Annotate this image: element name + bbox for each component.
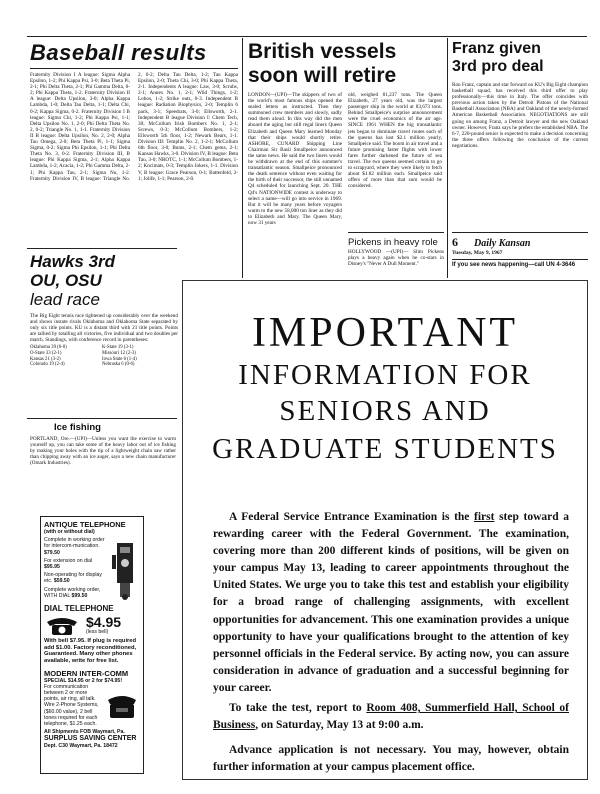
paper-name: Daily Kansan	[474, 238, 531, 249]
ad-title-line-4: GRADUATE STUDENTS	[212, 433, 558, 465]
british-column-1: LONDON—(UPI)—The skippers of two of the world's most famous ships opened the sealed letters as instructed. Then they summoned crew members and slowly, sadly read them aloud. In this way did the men aboard the aging but still regal liners Queen Elizabeth and Queen Mary learned Monday that their ships would shortly retire. ASHORE, CUNARD Shipping Line Chairman Sir Basil Smallpeice announced the same news. He said the two liners would be withdrawn at the end of this summer's transatlantic season. Smallpeice pronounced the death sentence without even waiting for the birth of their successor, the still unnamed Q4 scheduled for launching Sept. 20. THE Q4's NATIONWIDE contest is underway to select a name—will go into service in 1969. But it will be many years before voyagers warm to the new 58,000 ton liner as they did to Elizabeth and Mary. The Queen Mary, now 31 years	[248, 92, 342, 226]
standings-cell: O-State 33 (2-1)	[30, 351, 62, 357]
antique-title: ANTIQUE TELEPHONE	[44, 520, 126, 529]
baseball-rule	[30, 68, 238, 69]
hawks-story	[30, 252, 178, 404]
surplus-ad	[40, 516, 144, 774]
ice-story	[30, 421, 176, 513]
british-column-2: old, weighed 81,237 tons. The Queen Elizabeth, 27 years old, was the largest passenger ship in the world at 83,673 tons. Behind Smallpeice's surprise announcement were the cruel economics of the air age. SINCE 1961 WHEN the big transatlantic jets began to dominate travel routes each of the queens has lost $2.1 million yearly, Smallpeice said. The boom in air travel and a future promising faster flights with lower fares further darkened the future of sea travel. The two queens seemed certain to go to scrapyard, where they were likely to fetch about $1.82 million each. Smallpeice said offers of more than that sum would be considered.	[348, 92, 442, 190]
ad-title-important: IMPORTANT	[251, 310, 519, 356]
ad-paragraph-3: Advance application is not necessary. You may, however, obtain further information at your campus placement office.	[213, 744, 569, 774]
standings-cell: K-State 19 (3-1)	[102, 345, 134, 351]
ad-p1-rest: step toward a rewarding career with the Federal Government. The examination, covering more than 200 different kinds of positions, will be given on your campus May 13, leading to career appointments throughout the United States. We urge you to take this test and establish your eligibility for a broad range of challenging assignments, with excellent opportunities for advancement. This one examination provides a unique opportunity to have your qualifications brought to the attention of key personnel officials in the Federal service. By acting now, you can assure consideration in advance of graduation and a successful beginning for your career.	[213, 511, 569, 694]
british-headline-2: soon will retire	[248, 64, 397, 87]
franz-story	[452, 40, 588, 230]
antique-line-text: Complete working order, WITH DIAL	[44, 586, 101, 599]
ad-p2-rest: , on Saturday, May 13 at 9:00 a.m.	[255, 719, 424, 732]
ad-p1-start: A Federal Service Entrance Examination is the	[229, 511, 475, 523]
antique-line	[44, 587, 106, 599]
antique-line-price: $59.50	[53, 578, 70, 585]
issue-date: Tuesday, May 9, 1967	[452, 250, 503, 256]
surplus-line-1: All Shipments FOB Waymart, Pa.	[44, 729, 125, 736]
dial-title: DIAL TELEPHONE	[44, 604, 114, 614]
ad-p2-start: To take the test, report to	[229, 702, 367, 715]
antique-sub: (with or without dial)	[44, 529, 95, 535]
standings-cell: Nebraska 6 (0-6)	[102, 362, 135, 368]
ad-p1-first: first	[474, 511, 495, 523]
ice-text: PORTLAND, Ore.—(UPI)—Unless you want the exercise to warm yourself up, you can take some of the heavy labor out of ice fishing by making your holes with the tip of a lightweight chain saw rather than chipping away with an ice auger, says a new chain manufacturer (Omark Industries).	[30, 436, 176, 467]
ad-paragraph-1	[213, 509, 569, 697]
intercom-special: SPECIAL $14.95 or 2 for $74.95!	[44, 677, 123, 684]
antique-line-text: Non-operating for display etc.	[44, 572, 102, 585]
federal-exam-ad	[182, 280, 588, 780]
masthead-rule-bottom	[452, 259, 588, 260]
standings-cell: Oklahoma 39 (6-0)	[30, 345, 67, 351]
dial-price: $4.95	[86, 614, 122, 631]
intercom-phone-icon	[104, 692, 140, 722]
antique-line-price: $95.95	[44, 564, 60, 571]
ad-title-line-2: INFORMATION FOR	[238, 359, 532, 391]
dial-text: With bell $7.95. If plug is required add $1.00. Factory reconditioned, Guaranteed. Many other phones available, write for free list.	[44, 638, 137, 664]
british-headline-1: British vessels	[248, 40, 397, 63]
antique-line-price: $79.50	[44, 549, 60, 556]
standings-cell: Kansas 21 (3-2)	[30, 356, 61, 362]
ad-body	[213, 509, 569, 779]
baseball-text: Fraternity Division I A league: Sigma Alpha Epsilon, 1-2; Phi Kappa Psi, 3-0; Beta Theta Pi, 2-1; Phi Delta Theta, 2-1; Phi Gamma Delta, 0-2; Phi Kappa Theta, 1-2. Fraternity Division II A league: Delta Upsilon, 3-0; Alpha Kappa Lambda, 1-0; Delta Tau Delta, 1-1; Delta Chi, 0-2; Kappa Sigma, 0-2. Fraternity Division I B league: Sigma Chi, 1-2; Phi Kappa Psi, 1-1; Delta Upsilon No. 1, 2-0; Phi Delta Theta No. 2, 0-2; Triangle No. 1, 1-1. Fraternity Division II B league: Delta Upsilon, No. 2, 2-0; Alpha Tau Omega, 2-0; Beta Theta Pi, 1-1; Sigma Sigma, 0-2; Sigma Phi Epsilon, 1-1; Phi Delta Theta No. 3, 0-2. Fraternity Division III, B league: Phi Kappa Sigma, 2-1; Alpha Kappa Lambda, 1-2; Acacia, 1-2; Phi Gamma Delta, 2-1; Phi Kappa Tau, 2-1; Sigma Nu, 1-2. Fraternity Division IV, B league: Triangle No. 2, 0-2; Delta Tau Delta, 1-2; Tau Kappa Epsilon, 2-0; Theta Chi, 3-0; Phi Kappa Theta, 2-1. Independents A league: Law, 3-0; Scrubs, 2-1; Annex No. 1, 2-1; Wild Things, 1-2; Lobos, 1-2; Strike outs, 0-3. Independent B league: Radiation Biophysics, 2-0; Templin 6 pack, 3-1; Speedrats, 3-0; Ellsworth, 2-1. Independent B league Division I: Chem Tech, 30; McCollum Irish Bombers No. 1, 2-1; Screws, 0-3; McCollum Bombers, 1-2; Ellsworth 5th floor, 1-2; Newark Bears, 1-1. Division III: Templin No. 2, 1-2-1; McCollum 6th floor, 3-0; Bums, 2-1; Chem gems, 2-1; Kansas Hawks, 3-0. Division IV, B league: Beta Tau, 3-0; NROTC, 1-1; McCollum Bombers, 1-2; Kncimats, 0-3; Templin Jokers, 1-1. Division V, B league: Grace Pearson, 0-1; Battenfeld, 2-1; Jolife, 1-1; Pearson, 2-0.	[30, 72, 238, 182]
intercom-text: For communication between 2 or more points, air ring, all talk. Wire 2-Phone Systems, ($60.00 value), 2 bell tones required for each telephone, $1.25 each.	[44, 683, 99, 727]
antique-line	[44, 572, 106, 584]
baseball-headline: Baseball results	[30, 40, 207, 65]
dial-price-note: (less bell)	[86, 629, 109, 636]
antique-line	[44, 537, 106, 556]
ad-title-line-3: SENIORS AND	[279, 395, 491, 427]
hawks-headline-3: lead race	[30, 290, 100, 309]
ad-p2-location: Room 408, Summerfield Hall, School of Business	[213, 702, 569, 732]
standings-table	[30, 345, 178, 367]
hawks-headline-2: OU, OSU	[30, 271, 102, 290]
ice-headline: Ice fishing	[54, 422, 101, 433]
hawks-headline-1: Hawks 3rd	[30, 252, 116, 271]
antique-line	[44, 558, 106, 570]
pickens-story	[348, 236, 444, 278]
standings-row	[30, 362, 178, 368]
wall-phone-icon	[110, 539, 140, 601]
standings-cell: Missouri 12 (2-3)	[102, 351, 136, 357]
column-rule-1	[242, 38, 243, 278]
column-rule-2	[447, 38, 448, 278]
standings-cell: Iowa State 6 (1-4)	[102, 356, 137, 362]
ad-paragraph-2	[213, 700, 569, 734]
baseball-story	[30, 40, 238, 245]
franz-headline-2: 3rd pro deal	[452, 58, 544, 75]
franz-headline-1: Franz given	[452, 40, 541, 57]
ice-rule	[27, 418, 177, 419]
news-tip-line: If you see news happening—call UN 4-3646	[452, 262, 576, 268]
pickens-rule	[348, 232, 444, 233]
hawks-text: The Big Eight tennis race tightened up considerably over the weekend and shows instate rivals Oklahoma and Oklahoma State separated by only six title points. KU is a distant third with 21 title points. Points are tallied by totalling all victories, five individual and two doubles per match. Standings, with conference record in parentheses:	[30, 313, 178, 344]
standings-cell: Colorado 19 (2-4)	[30, 362, 65, 368]
dial-phone-icon	[44, 614, 80, 636]
masthead-rule-top	[452, 232, 588, 233]
antique-line-text: Complete in working order for intercom-munication.	[44, 537, 105, 550]
surplus-line-2: SURPLUS SAVING CENTER	[44, 735, 137, 743]
pickens-text: HOLLYWOOD —(UPI)— Slim Pickens plays a heavy again when he co-stars in Disney's "Never A Dull Moment."	[348, 249, 444, 268]
antique-line-price: $99.50	[71, 592, 88, 599]
top-rule	[27, 36, 587, 37]
mid-rule	[27, 248, 177, 249]
page-number: 6	[452, 235, 458, 249]
pickens-headline: Pickens in heavy role	[348, 237, 438, 248]
surplus-line-3: Dept. C30 Waymart, Pa. 18472	[44, 743, 118, 750]
franz-text: Ron Franz, captain and star forward on KU's Big Eight champion basketball squad, has received this third offer to play professionally—this time in Italy. The offer coincides with previous action taken by the Detroit Pistons of the National Basketball Association (NBA) and Oakland of the newly-formed American Basketball Association. NEGOTIATIONS are still going on among Franz, a Detroit lawyer and the new Oakland owner. However, Franz says he prefers the established NBA. The 6-7, 220-pound senior is expected to make a decision concerning the three offers following the conclusion of the current negotiations.	[452, 82, 588, 149]
masthead	[452, 232, 588, 278]
antique-line-text: For extension on dial	[44, 557, 93, 564]
intercom-title: MODERN INTER-COMM	[44, 668, 129, 678]
